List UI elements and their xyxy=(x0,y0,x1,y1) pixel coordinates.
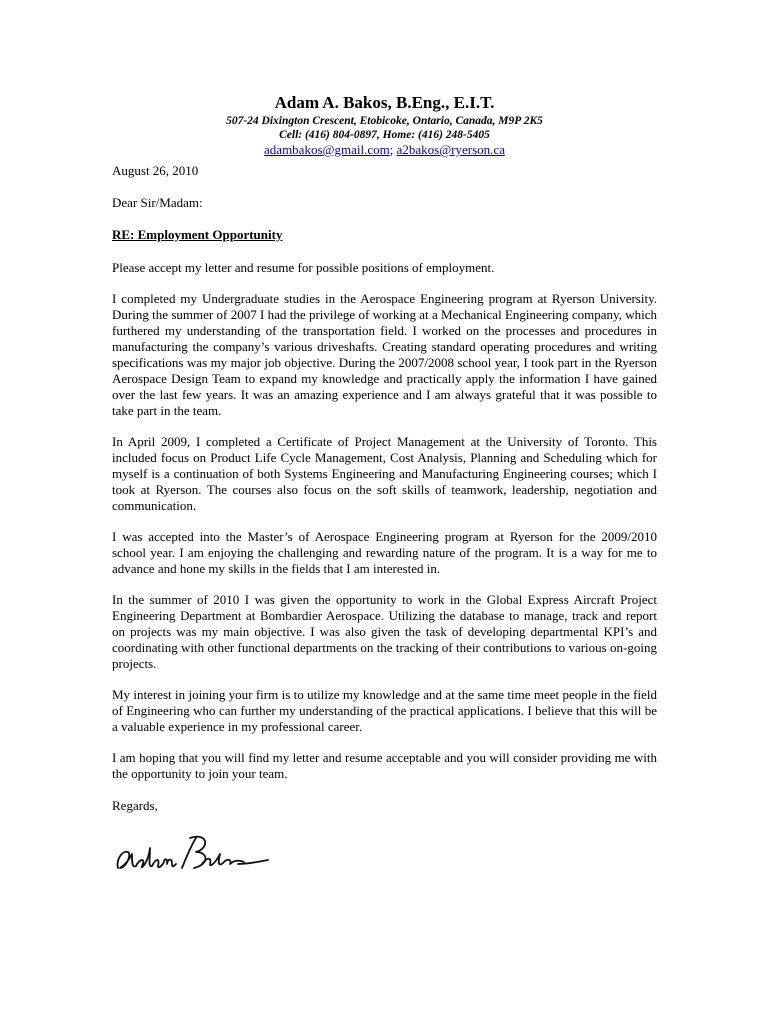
body-paragraph: In the summer of 2010 I was given the opportunity to work in the Global Express Aircraft Project Engineering Department at Bombardier Aerospace. Utilizing the database to manage, track and report on projects was my main objective. I was also given the task of developing departmental KPI’s and coordinating with other functional departments on the tracking of their contributions to various on-going projects. xyxy=(112,592,657,671)
body-paragraph: I am hoping that you will find my letter and resume acceptable and you will consider providing me with the opportunity to join your team. xyxy=(112,750,657,781)
sender-name: Adam A. Bakos, B.Eng., E.I.T. xyxy=(274,93,495,112)
body-paragraph: I completed my Undergraduate studies in the Aerospace Engineering program at Ryerson University. During the summer of 2007 I had the privilege of working at a Mechanical Engineering company, which furthered my understanding of the transportation field. I worked on the processes and procedures in manufacturing the company’s various driveshafts. Creating standard operating procedures and writing specifications was my major job objective. During the 2007/2008 school year, I took part in the Ryerson Aerospace Design Team to expand my knowledge and practically apply the information I have gained over the last few years. It was an amazing experience and I am always grateful that it was possible to take part in the team. xyxy=(112,291,657,418)
letter-date: August 26, 2010 xyxy=(112,163,199,178)
sender-emails xyxy=(112,142,657,157)
body-paragraph: My interest in joining your firm is to utilize my knowledge and at the same time meet people in the field of Engineering who can further my understanding of the practical applications. I believe that this will be a valuable experience in my professional career. xyxy=(112,687,657,734)
closing: Regards, xyxy=(112,798,158,813)
letterhead xyxy=(112,92,657,157)
subject-line: RE: Employment Opportunity xyxy=(112,227,283,242)
handwritten-signature-icon xyxy=(112,824,272,882)
body-paragraph: I was accepted into the Master’s of Aerospace Engineering program at Ryerson for the 2009/2010 school year. I am enjoying the challenging and rewarding nature of the program. It is a way for me to advance and hone my skills in the fields that I am interested in. xyxy=(112,529,657,576)
salutation: Dear Sir/Madam: xyxy=(112,195,203,210)
email-link-ryerson[interactable]: a2bakos@ryerson.ca xyxy=(396,142,505,157)
letter-page xyxy=(112,92,657,882)
email-link-gmail[interactable]: adambakos@gmail.com xyxy=(264,142,390,157)
sender-address: 507-24 Dixington Crescent, Etobicoke, Ontario, Canada, M9P 2K5 xyxy=(226,115,543,127)
sender-phones: Cell: (416) 804-0897, Home: (416) 248-5405 xyxy=(279,129,490,141)
body-paragraph: Please accept my letter and resume for possible positions of employment. xyxy=(112,260,495,275)
email-separator: ; xyxy=(389,142,397,157)
body-paragraph: In April 2009, I completed a Certificate of Project Management at the University of Toronto. This included focus on Product Life Cycle Management, Cost Analysis, Planning and Scheduling which for myself is a continuation of both Systems Engineering and Manufacturing Engineering courses; which I took at Ryerson. The courses also focus on the soft skills of teamwork, leadership, negotiation and communication. xyxy=(112,434,657,513)
